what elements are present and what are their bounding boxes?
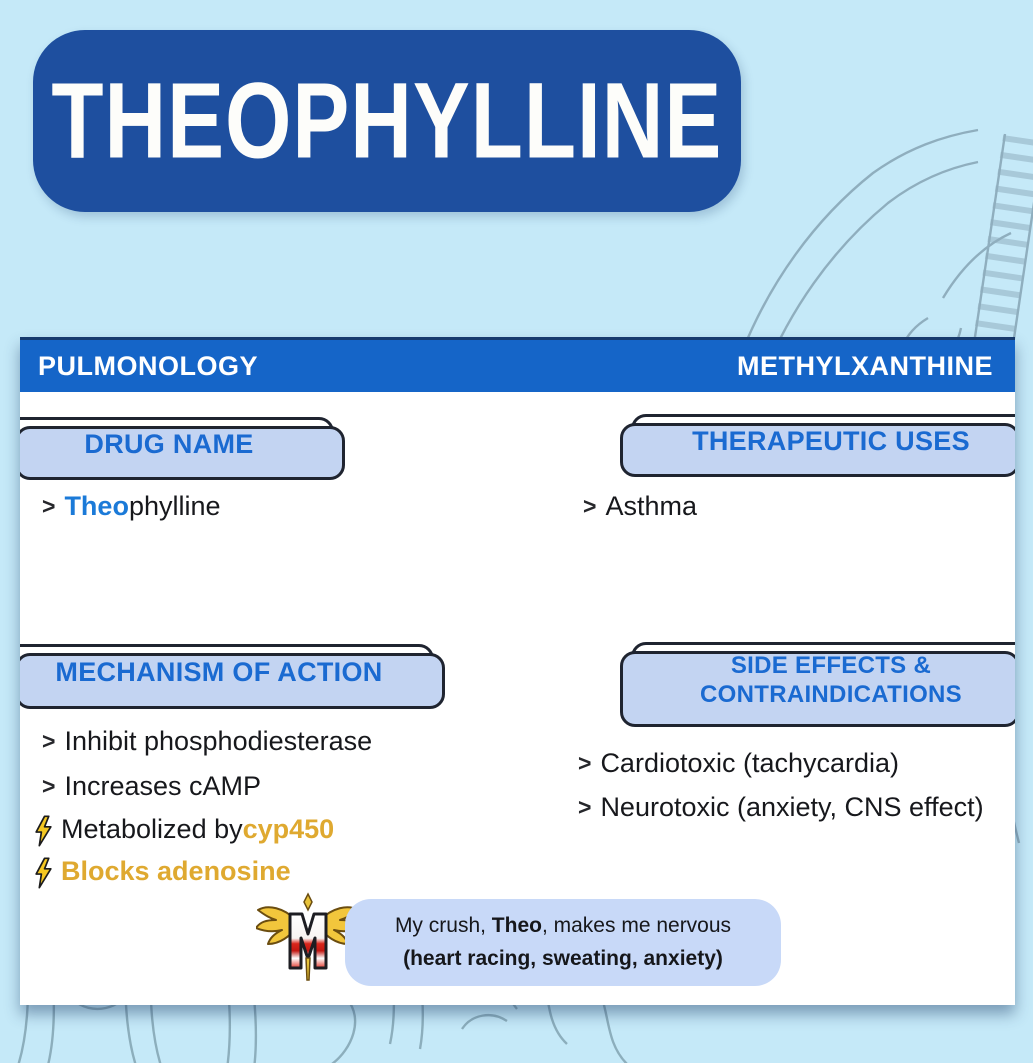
side-effects-heading-line1: SIDE EFFECTS & [730,651,932,679]
section-heading-side-effects [631,642,1015,718]
category-label: PULMONOLOGY [38,350,258,381]
therapeutic-use-value: Asthma [605,491,697,521]
page-title: THEOPHYLLINE [51,60,723,181]
drug-title-banner [33,30,741,212]
drug-card [20,337,1015,1005]
mechanism-gold-text: cyp450 [242,813,335,844]
mechanism-item [42,771,261,802]
mechanism-value: Increases cAMP [64,771,262,801]
side-effect-item [578,792,984,823]
mnemonic-bold: Theo [491,914,542,937]
mechanism-plain-text: Metabolized by [61,813,243,844]
section-heading-label: THERAPEUTIC USES [692,425,970,456]
mechanism-item [42,726,372,757]
section-heading-label [700,651,962,710]
drug-name-highlight: Theo [64,491,129,521]
drug-name-value [64,491,220,522]
drug-name-item [42,491,221,522]
section-heading-drug-name [20,417,334,471]
bullet-marker-icon: > [583,493,597,519]
card-body [20,392,1015,1005]
bullet-marker-icon: > [42,493,56,519]
mnemonic-box [345,899,781,986]
mnemonic-text [367,910,759,975]
section-heading-label: DRUG NAME [84,428,254,459]
mechanism-bolt-item [33,813,334,845]
lightning-bolt-icon [33,857,54,889]
section-heading-mechanism [20,644,434,700]
mnemonic-part: My crush, [394,914,492,937]
mechanism-bolt-item [33,855,291,887]
therapeutic-use-item [583,491,697,522]
side-effect-value: Neurotoxic (anxiety, CNS effect) [600,792,984,822]
section-heading-therapeutic-uses [631,414,1015,468]
bullet-marker-icon: > [42,728,56,754]
bullet-marker-icon: > [578,750,592,776]
lightning-bolt-icon [33,815,54,847]
bullet-marker-icon: > [42,773,56,799]
drug-name-rest: phylline [128,491,221,521]
side-effect-value: Cardiotoxic (tachycardia) [600,748,900,778]
side-effect-item [578,748,899,779]
mechanism-gold-text: Blocks adenosine [61,855,291,886]
bullet-marker-icon: > [578,794,592,820]
side-effects-heading-line2: CONTRAINDICATIONS [700,681,962,708]
section-heading-label: MECHANISM OF ACTION [55,656,383,687]
mnemonic-part: , makes me nervous [541,914,732,937]
drug-class-label: METHYLXANTHINE [737,350,993,381]
card-header-bar [20,337,1015,392]
mnemonic-bold: (heart racing, sweating, anxiety) [403,946,723,970]
mechanism-value: Inhibit phosphodiesterase [64,726,373,756]
